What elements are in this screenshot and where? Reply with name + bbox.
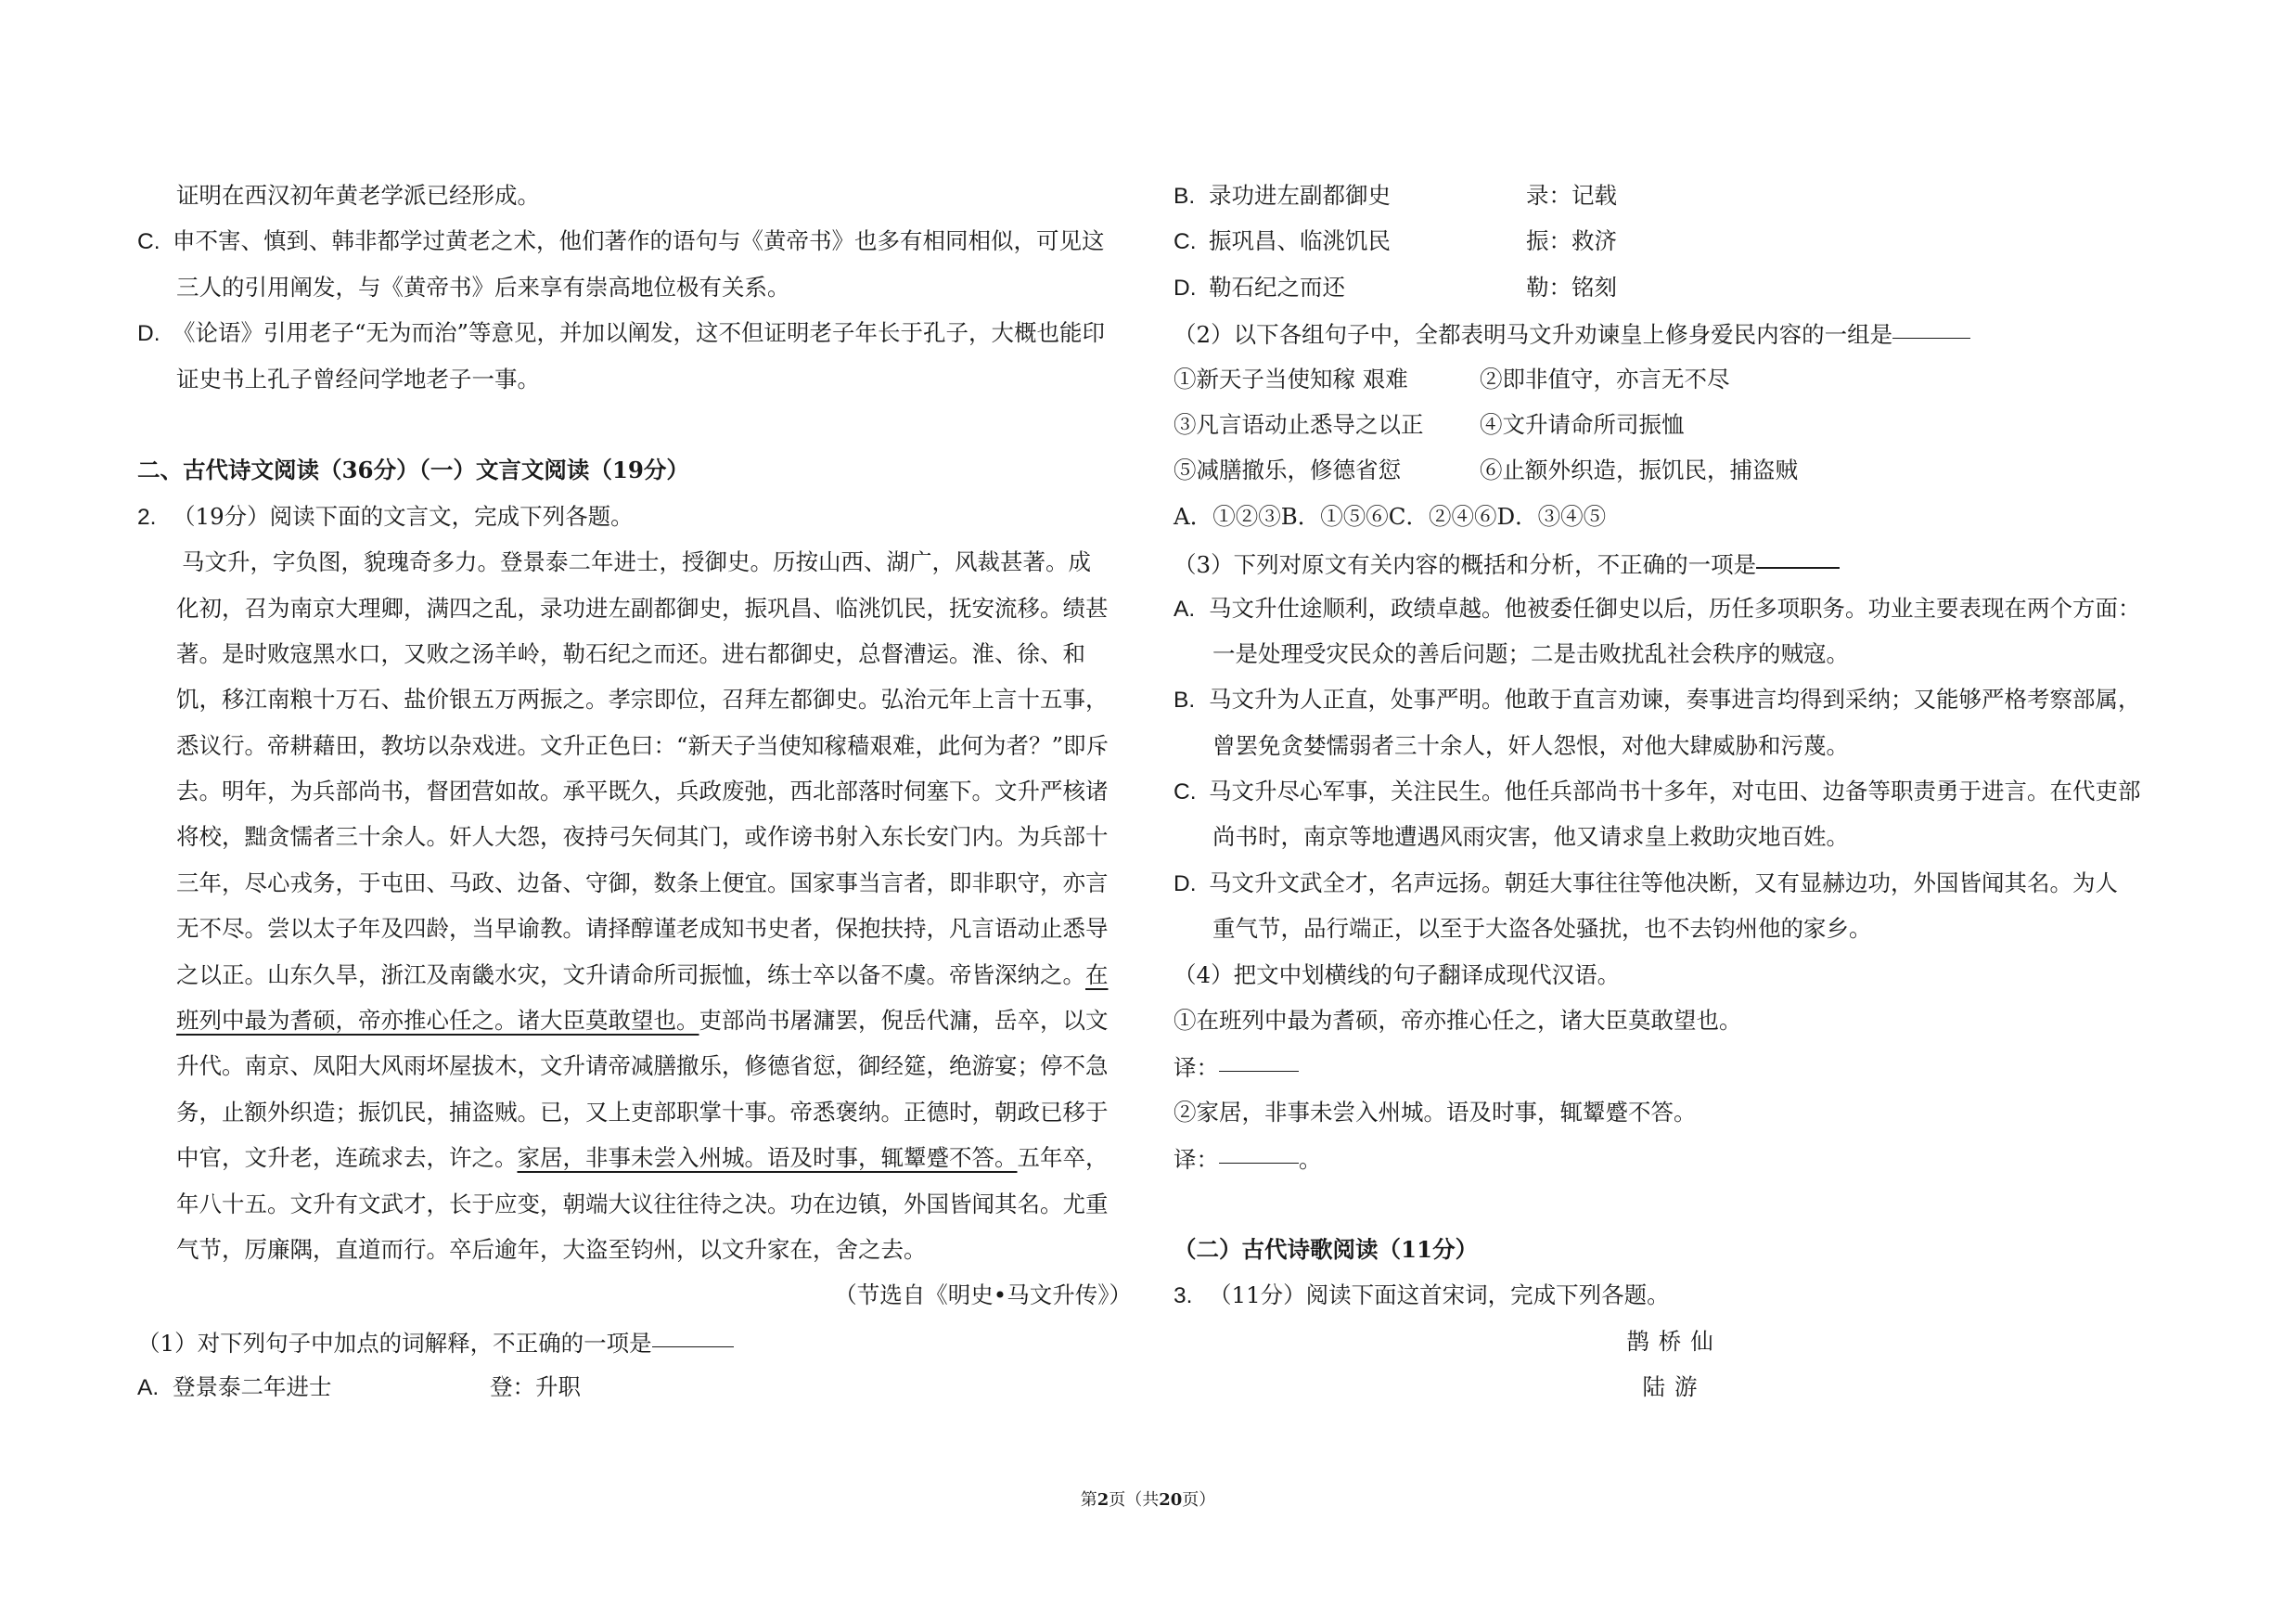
passage-line: 著。是时败寇黑水口，又败之汤羊岭，勒石纪之而还。进右都御史，总督漕运。淮、徐、和 (176, 639, 1085, 667)
passage-text: 五年卒， (1017, 1144, 1109, 1172)
passage-line: 无不尽。尝以太子年及四龄，当早谕教。请择醇谨老成知书史者，保抱扶持，凡言语动止悉导 (176, 915, 1109, 943)
poem-title: 鹊桥仙 (1626, 1327, 1723, 1355)
sub3-option-d (1174, 860, 2175, 906)
question-text: （11分）阅读下面这首宋词，完成下列各题。 (1209, 1281, 1670, 1309)
option-label: B. (1174, 184, 1196, 209)
question-text: （19分）阅读下面的文言文，完成下列各题。 (173, 502, 634, 530)
sentence-item: ⑤减膳撤乐，修德省愆 (1174, 457, 1401, 484)
option-d-line (137, 310, 1139, 355)
sentence-row (1174, 356, 2175, 402)
sentence-row (1174, 447, 2175, 493)
passage-text: 中官，文升老，连疏求去，许之。 (176, 1144, 518, 1172)
passage-line: 去。明年，为兵部尚书，督团营如故。承平既久，兵政废弛，西北部落时伺塞下。文升严核诸 (176, 778, 1109, 805)
passage-line: 务，止额外织造；振饥民，捕盗贼。已，又上吏部职掌十事。帝悉褒纳。正德时，朝政已移于 (176, 1098, 1109, 1126)
left-column (137, 173, 1139, 1410)
section-heading: 二、古代诗文阅读（36分）（一）文言文阅读（19分） (137, 457, 689, 484)
passage-text: 之以正。山东久旱，浙江及南畿水灾，文升请命所司振恤，练士卒以备不虞。帝皆深纳之。 (176, 960, 1085, 988)
option-gloss: 登：升职 (490, 1373, 581, 1401)
sentence-item: ①新天子当使知稼 艰难 (1174, 365, 1408, 393)
sub2-options: A．①②③B．①⑤⑥C．②④⑥D．③④⑤ (1174, 502, 1607, 530)
sentence-item: ②即非值守，亦言无不尽 (1480, 365, 1730, 393)
option-text: 振巩昌、临洮饥民 (1209, 227, 1391, 255)
passage-line: 化初，召为南京大理卿，满四之乱，录功进左副都御史，振巩昌、临洮饥民，抚安流移。绩甚 (176, 594, 1109, 622)
subquestion-4: （4）把文中划横线的句子翻译成现代汉语。 (1174, 960, 1621, 988)
option-text: 申不害、慎到、韩非都学过黄老之术，他们著作的语句与《黄帝书》也多有相同相似，可见这 (173, 227, 1105, 255)
passage-text: 吏部尚书屠滽罢，倪岳代滽，岳卒，以文 (699, 1007, 1109, 1035)
option-gloss: 勒：铭刻 (1526, 273, 1617, 301)
option-c-line (137, 218, 1139, 264)
underlined-sentence: 家居，非事未尝入州城。语及时事，辄颦蹙不答。 (517, 1144, 1018, 1172)
sub1-option-c (1174, 218, 2175, 264)
translation-label: 译： (1174, 1146, 1219, 1174)
question-number: 2. (137, 504, 157, 530)
passage-line: 饥，移江南粮十万石、盐价银五万两振之。孝宗即位，召拜左都御史。弘治元年上言十五事， (176, 686, 1109, 714)
underlined-sentence: 班列中最为耆硕，帝亦推心任之。诸大臣莫敢望也。 (176, 1007, 699, 1035)
poem-author: 陆游 (1642, 1373, 1707, 1401)
translation-label: 译： (1174, 1054, 1219, 1082)
option-label: D. (1174, 870, 1197, 896)
passage-line: 悉议行。帝耕藉田，教坊以杂戏进。文升正色曰：“新天子当使知稼穑艰难，此何为者？”即斥 (176, 731, 1110, 759)
option-label: A. (1174, 596, 1196, 622)
subquestion-3 (1174, 539, 2175, 585)
text-line: 重气节，品行端正，以至于大盗各处骚扰，也不去钧州他的家乡。 (1212, 915, 1872, 943)
period: 。 (1299, 1146, 1322, 1174)
sentence-item: ④文升请命所司振恤 (1480, 410, 1685, 438)
sub1-option-b (1174, 173, 2175, 218)
option-label: B. (1174, 688, 1196, 714)
sub1-option-a (137, 1364, 1139, 1410)
passage-line: 升代。南京、凤阳大风雨坏屋拔木，文升请帝减膳撤乐，修德省愆，御经筵，绝游宴；停不急 (176, 1052, 1109, 1080)
subquestion-text: （1）对下列句子中加点的词解释，不正确的一项是 (137, 1329, 652, 1357)
option-text: 马文升为人正直，处事严明。他敢于直言劝谏，奏事进言均得到采纳；又能够严格考察部属， (1209, 686, 2141, 714)
subquestion-text: （3）下列对原文有关内容的概括和分析，不正确的一项是 (1174, 551, 1757, 579)
option-label: D. (137, 321, 160, 347)
sentence-row (1174, 402, 2175, 447)
option-text: 马文升文武全才，名声远扬。朝廷大事往往等他决断，又有显赫边功，外国皆闻其名。为人 (1209, 869, 2118, 896)
text-line: 证史书上孔子曾经问学地老子一事。 (176, 365, 540, 393)
option-label: C. (1174, 229, 1197, 255)
question-number: 3. (1174, 1283, 1193, 1309)
option-text: 《论语》引用老子“无为而治”等意见，并加以阐发，这不但证明老子年长于孔子，大概也能印 (173, 319, 1106, 347)
option-gloss: 振：救济 (1526, 227, 1617, 255)
sub1-option-d (1174, 264, 2175, 310)
option-gloss: 录：记载 (1526, 182, 1617, 209)
subquestion-2 (1174, 310, 2175, 355)
right-column (1174, 173, 2175, 1410)
sub3-option-c (1174, 768, 2175, 814)
passage-line (137, 1135, 1139, 1180)
passage-line: 气节，厉廉隅，直道而行。卒后逾年，大盗至钧州，以文升家在，舍之去。 (176, 1235, 927, 1263)
passage-line: 将校，黜贪懦者三十余人。奸人大怨，夜持弓矢伺其门，或作谤书射入东长安门内。为兵部十 (176, 823, 1109, 851)
sub3-option-a (1174, 586, 2175, 631)
option-text: 登景泰二年进士 (173, 1373, 332, 1401)
text-line: 证明在西汉初年黄老学派已经形成。 (176, 182, 540, 209)
passage-line (137, 952, 1139, 998)
option-label: C. (1174, 779, 1197, 805)
sentence-item: ⑥止额外织造，振饥民，捕盗贼 (1480, 457, 1798, 484)
section-heading: （二）古代诗歌阅读（11分） (1174, 1235, 1479, 1263)
passage-line: 马文升，字负图，貌瑰奇多力。登景泰二年进士，授御史。历按山西、湖广，风裁甚著。成 (182, 548, 1091, 576)
question-2-intro (137, 494, 1139, 539)
option-label: A. (137, 1375, 160, 1401)
option-label: D. (1174, 275, 1197, 301)
subquestion-1 (137, 1319, 1139, 1364)
sentence-item: ③凡言语动止悉导之以正 (1174, 410, 1424, 438)
translation-sentence: ②家居，非事未尝入州城。语及时事，辄颦蹙不答。 (1174, 1098, 1697, 1126)
answer-blank[interactable] (652, 1319, 734, 1347)
source-citation: （节选自《明史•马文升传》） (834, 1281, 1132, 1309)
text-line: 曾罢免贪婪懦弱者三十余人，奸人怨恨，对他大肆威胁和污蔑。 (1212, 731, 1849, 759)
answer-blank[interactable] (1219, 1135, 1299, 1164)
page-footer: 第2页（共20页） (1080, 1490, 1216, 1510)
text-line: 一是处理受灾民众的善后问题；二是击败扰乱社会秩序的贼寇。 (1212, 639, 1849, 667)
option-label: C. (137, 229, 160, 255)
page-number: 2 (1097, 1490, 1110, 1510)
translation-sentence: ①在班列中最为耆硕，帝亦推心任之，诸大臣莫敢望也。 (1174, 1007, 1742, 1035)
underlined-sentence: 在 (1085, 960, 1109, 988)
translation-answer (1174, 1043, 2175, 1088)
option-text: 马文升仕途顺利，政绩卓越。他被委任御史以后，历任多项职务。功业主要表现在两个方面： (1209, 594, 2141, 622)
text-line: 三人的引用阐发，与《黄帝书》后来享有崇高地位极有关系。 (176, 273, 790, 301)
option-text: 录功进左副都御史 (1209, 182, 1391, 209)
option-text: 勒石纪之而还 (1209, 273, 1345, 301)
sub3-option-b (1174, 676, 2175, 722)
passage-line: 三年，尽心戎务，于屯田、马政、边备、守御，数条上便宜。国家事当言者，即非职守，亦言 (176, 869, 1109, 896)
answer-blank[interactable] (1756, 539, 1840, 569)
page-total: 20 (1159, 1490, 1183, 1510)
answer-blank[interactable] (1219, 1043, 1299, 1072)
translation-answer (1174, 1135, 2175, 1180)
text-line: 尚书时，南京等地遭遇风雨灾害，他又请求皇上救助灾地百姓。 (1212, 823, 1849, 851)
passage-line: 年八十五。文升有文武才，长于应变，朝端大议往往待之决。功在边镇，外国皆闻其名。尤重 (176, 1190, 1109, 1217)
subquestion-text: （2）以下各组句子中，全都表明马文升劝谏皇上修身爱民内容的一组是 (1174, 321, 1893, 349)
question-3-intro (1174, 1272, 2175, 1318)
answer-blank[interactable] (1892, 310, 1970, 339)
option-text: 马文升尽心军事，关注民生。他任兵部尚书十多年，对屯田、边备等职责勇于进言。在代吏部 (1209, 778, 2141, 805)
passage-line (137, 998, 1139, 1043)
